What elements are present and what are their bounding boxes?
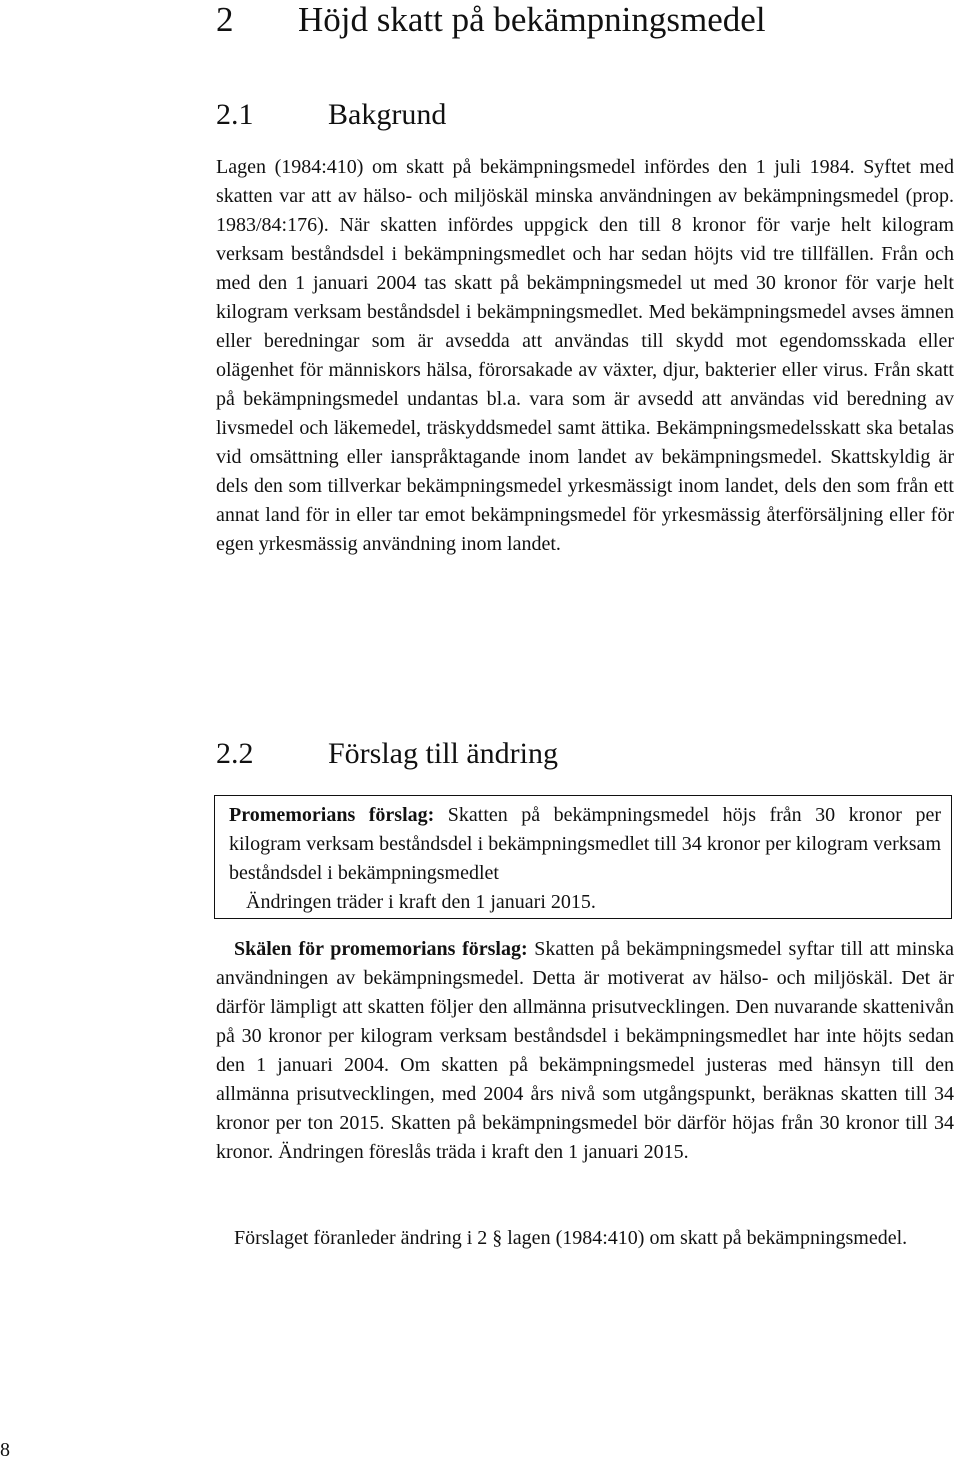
proposal-body: Skatten på bekämpningsmedel höjs från 30 kronor per kilogram verksam beståndsdel i bekämpningsmedlet till 34 kronor per kilogram verksam beståndsdel i bekämpningsmedlet [229,804,941,884]
chapter-number: 2 [216,0,234,39]
page-number: 8 [0,1439,10,1461]
proposal-text [229,801,941,917]
final-paragraph-text: Förslaget föranleder ändring i 2 § lagen (1984:410) om skatt på bekämpningsmedel. [234,1227,908,1249]
reasons-label: Skälen för promemorians förslag: [234,938,528,960]
proposal-label: Promemorians förslag: [229,804,435,826]
section-heading-proposal [216,736,558,772]
proposal-box [214,795,952,919]
reasons-paragraph [216,935,954,1167]
section-title: Förslag till ändring [328,737,558,770]
final-paragraph [216,1224,954,1253]
section-number: 2.1 [216,98,254,131]
chapter-title: Höjd skatt på bekämpningsmedel [298,0,766,39]
chapter-heading [216,0,766,40]
proposal-effective-date: Ändringen träder i kraft den 1 januari 2015. [246,891,596,913]
section-number: 2.2 [216,737,254,770]
section-title: Bakgrund [328,98,447,131]
section-heading-background [216,97,446,133]
reasons-body: Skatten på bekämpningsmedel syftar till att minska användningen av bekämpningsmedel. Detta är motiverat av hälso- och miljöskäl. Det är därför lämpligt att skatten följer den allmänna prisutvecklingen. Den nuvarande skattenivån på 30 kronor per kilogram verksam beståndsdel i bekämpningsmedlet har inte höjts sedan den 1 januari 2004. Om skatten på bekämpningsmedel justeras med hänsyn till den allmänna prisutvecklingen, med 2004 års nivå som utgångspunkt, beräknas skatten till 34 kronor per ton 2015. Skatten på bekämpningsmedel bör därför höjas från 30 kronor till 34 kronor. Ändringen föreslås träda i kraft den 1 januari 2015. [216,938,954,1163]
background-paragraph: Lagen (1984:410) om skatt på bekämpningsmedel infördes den 1 juli 1984. Syftet med skatten var att av hälso- och miljöskäl minska användningen av bekämpningsmedel (prop. 1983/84:176). När skatten infördes uppgick den till 8 kronor för varje helt kilogram verksam beståndsdel i bekämpningsmedlet och har sedan höjts vid tre tillfällen. Från och med den 1 januari 2004 tas skatt på bekämpningsmedel ut med 30 kronor för varje helt kilogram verksam beståndsdel i bekämpningsmedlet. Med bekämpningsmedel avses ämnen eller beredningar som är avsedda att användas till skydd mot egendomsskada eller olägenhet för människors hälsa, förorsakade av växter, djur, bakterier eller virus. Från skatt på bekämpningsmedel undantas bl.a. vara som är avsedd att användas vid beredning av livsmedel och läkemedel, träskyddsmedel samt ättika. Bekämpningsmedelsskatt ska betalas vid omsättning eller ianspråktagande inom landet av bekämpningsmedel. Skattskyldig är dels den som tillverkar bekämpningsmedel yrkesmässigt inom landet, dels den som från ett annat land för in eller tar emot bekämpningsmedel för yrkesmässig återförsäljning eller för egen yrkesmässig användning inom landet. [216,156,954,555]
